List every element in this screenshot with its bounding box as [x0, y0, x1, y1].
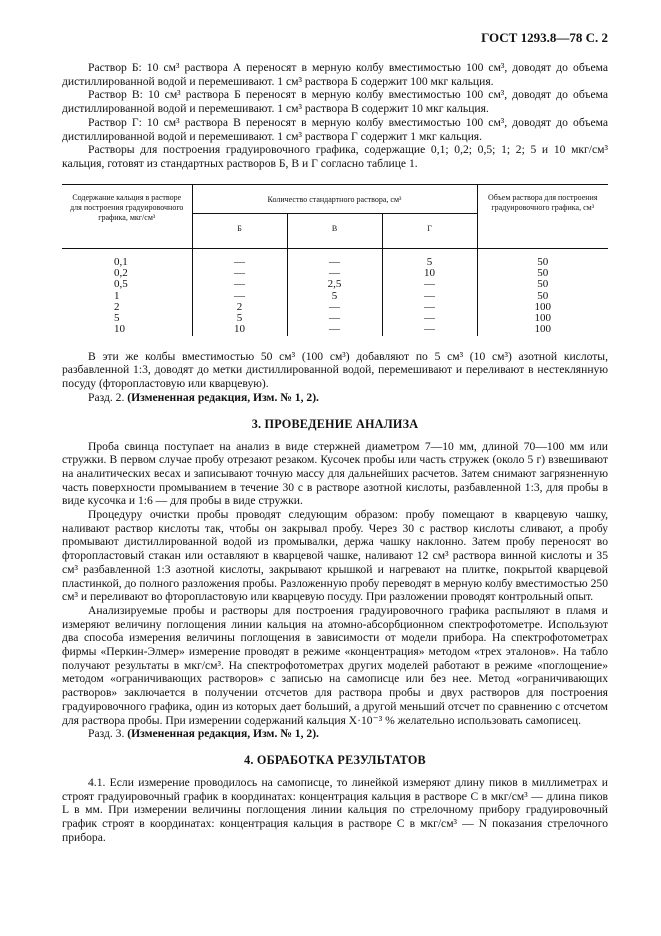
cell-volume: 100: [534, 312, 551, 325]
cell-v: —: [329, 266, 340, 279]
revision-note-prefix: Разд. 2.: [88, 390, 125, 404]
cell-g: 5: [426, 255, 433, 268]
cell-volume: 50: [537, 266, 549, 279]
paragraph-solution-v: Раствор В: 10 см³ раствора Б переносят в мерную колбу вместимостью 100 см³, доводят до объема дистиллированной водой и перемешивают. 1 см³ раствора В содержит 10 мкг кальция.: [62, 88, 608, 116]
section-4-title: 4. ОБРАБОТКА РЕЗУЛЬТАТОВ: [244, 752, 426, 767]
document-page: [62, 30, 608, 845]
table-subheader-g: Г: [382, 213, 477, 248]
cell-v: —: [329, 323, 340, 336]
revision-note-section-2: [62, 391, 608, 405]
standard-header: ГОСТ 1293.8—78 С. 2: [481, 30, 608, 45]
cell-content: 2: [114, 300, 120, 313]
cell-v: —: [329, 312, 340, 325]
cell-v: 5: [331, 289, 338, 302]
cell-content: 10: [114, 323, 125, 336]
cell-g: —: [424, 289, 435, 302]
table-subheader-b: Б: [192, 213, 287, 248]
cell-volume: 100: [534, 323, 551, 336]
cell-content: 0,2: [114, 266, 128, 279]
cell-content: 1: [114, 289, 120, 302]
table-1: [62, 184, 608, 336]
cell-content: 0,5: [114, 278, 128, 291]
revision-note-bold: (Измененная редакция, Изм. № 1, 2).: [127, 390, 319, 404]
paragraph-sample-prep: Проба свинца поступает на анализ в виде стержней диаметром 7—10 мм, длиной 70—100 мм или стружки. В первом случае пробу отрезают резаком. Кусочек пробы или часть стружек (около 5 г) взвешивают на аналитических весах и записывают точную массу для дальнейших расчетов. Затем снимают загрязненную часть поверхности промыванием в течение 30 с в растворе азотной кислоты, разбавленной 1:3, для пробы в виде кусочка и 1:6 — для пробы в виде стружки.: [62, 439, 608, 508]
cell-volume: 50: [537, 289, 549, 302]
paragraph-solution-b: Раствор Б: 10 см³ раствора А переносят в мерную колбу вместимостью 100 см³, доводят до объема дистиллированной водой и перемешивают. 1 см³ раствора Б содержит 100 мкг кальция.: [62, 61, 608, 88]
cell-g: —: [424, 300, 435, 313]
table-header-content: Содержание кальция в растворе для построения градуировочного графика, мкг/см³: [62, 184, 192, 248]
cell-content: 0,1: [114, 255, 128, 268]
cell-g: —: [424, 312, 435, 325]
cell-b: 5: [236, 312, 243, 325]
cell-b: 2: [236, 300, 243, 313]
table-header-volume: Объем раствора для построения градуировочного графика, см³: [477, 184, 608, 248]
cell-volume: 50: [537, 278, 549, 291]
cell-v: 2,5: [327, 278, 342, 291]
paragraph-nitric-acid: В эти же колбы вместимостью 50 см³ (100 см³) добавляют по 5 см³ (10 см³) азотной кислоты, разбавленной 1:3, доводят до метки дистиллированной водой, перемешивают и переливают в нестеклянную посуду (фторопластовую или кварцевую).: [62, 349, 608, 391]
revision-note-section-3: [62, 727, 608, 741]
cell-v: —: [329, 255, 340, 268]
revision-note-bold: (Измененная редакция, Изм. № 1, 2).: [127, 727, 319, 741]
cell-g: 10: [424, 266, 435, 279]
table-body-row: [62, 248, 608, 336]
paragraph-calibration-solutions: Растворы для построения градуировочного графика, содержащие 0,1; 0,2; 0,5; 1; 2; 5 и 10 мкг/см³ кальция, готовят из стандартных растворов Б, В и Г согласно таблице 1.: [62, 143, 608, 170]
cell-volume: 100: [534, 300, 551, 313]
cell-v: —: [329, 300, 340, 313]
cell-b: —: [234, 278, 245, 291]
paragraph-results-4-1: 4.1. Если измерение проводилось на самописце, то линейкой измеряют длину пиков в миллиметрах и строят градуировочный график в координатах: концентрация кальция в растворе C в мкг/см³ — длина пиков L в мм. При измерении величины поглощения линии кальция по стрелочному прибору градуировочный график строят в координатах: концентрация кальция в растворе C в мкг/см³ — N показания стрелочного прибора.: [62, 775, 608, 844]
cell-b: —: [234, 289, 245, 302]
cell-b: —: [234, 255, 245, 268]
paragraph-cleaning: Процедуру очистки пробы проводят следующим образом: пробу помещают в кварцевую чашку, наливают раствор кислоты так, чтобы он закрывал пробу. Через 30 с раствор кислоты сливают, а пробу промывают дистиллированной водой из промывалки, держа чашку наклонно. Затем пробу переносят во фторопластовый стакан или оставляют в кварцевой чашке, наливают 12 см³ раствора винной кислоты и 35 см³ разбавленной 1:3 азотной кислоты, закрывают крышкой и нагревают на плитке, покрытой кварцевой пластинкой, до полного разложения пробы. Разложенную пробу переводят в мерную колбу вместимостью 250 см³ и переливают во фторопластовую или кварцевую посуду. При разложении проводят контрольный опыт.: [62, 508, 608, 604]
table-header-group: Количество стандартного раствора, см³: [192, 184, 477, 213]
section-3-title: 3. ПРОВЕДЕНИЕ АНАЛИЗА: [251, 416, 419, 431]
revision-note-prefix: Разд. 3.: [88, 727, 125, 741]
paragraph-measurement: Анализируемые пробы и растворы для построения градуировочного графика распыляют в пламя и измеряют величину поглощения линии кальция на атомно-абсорбционном спектрофотометре. Используют два способа измерения величины поглощения в зависимости от модели прибора. На спектрофотометрах фирмы «Перкин-Элмер» измерение проводят в режиме «концентрация» методом «трех эталонов». На табло получают результаты в мкг/см³. На спектрофотометрах других моделей работают в режиме «поглощение» методом «ограничивающих растворов» с записью на самописце или без нее. Метод «ограничивающих растворов» заключается в получении отсчетов для раствора пробы и двух растворов для построения градуировочного графика, один из которых дает больший, а другой меньший отсчет по сравнению с отсчетом для раствора пробы. При измерении содержаний кальция X·10⁻³ % желательно использовать самописец.: [62, 603, 608, 727]
cell-b: 10: [234, 323, 245, 336]
cell-content: 5: [114, 312, 120, 325]
paragraph-solution-g: Раствор Г: 10 см³ раствора В переносят в мерную колбу вместимостью 100 см³, доводят до объема дистиллированной водой и перемешивают. 1 см³ раствора Г содержит 1 мкг кальция.: [62, 115, 608, 143]
cell-b: —: [234, 266, 245, 279]
cell-volume: 50: [537, 255, 549, 268]
cell-g: —: [424, 278, 435, 291]
table-subheader-v: В: [287, 213, 382, 248]
cell-g: —: [424, 323, 435, 336]
